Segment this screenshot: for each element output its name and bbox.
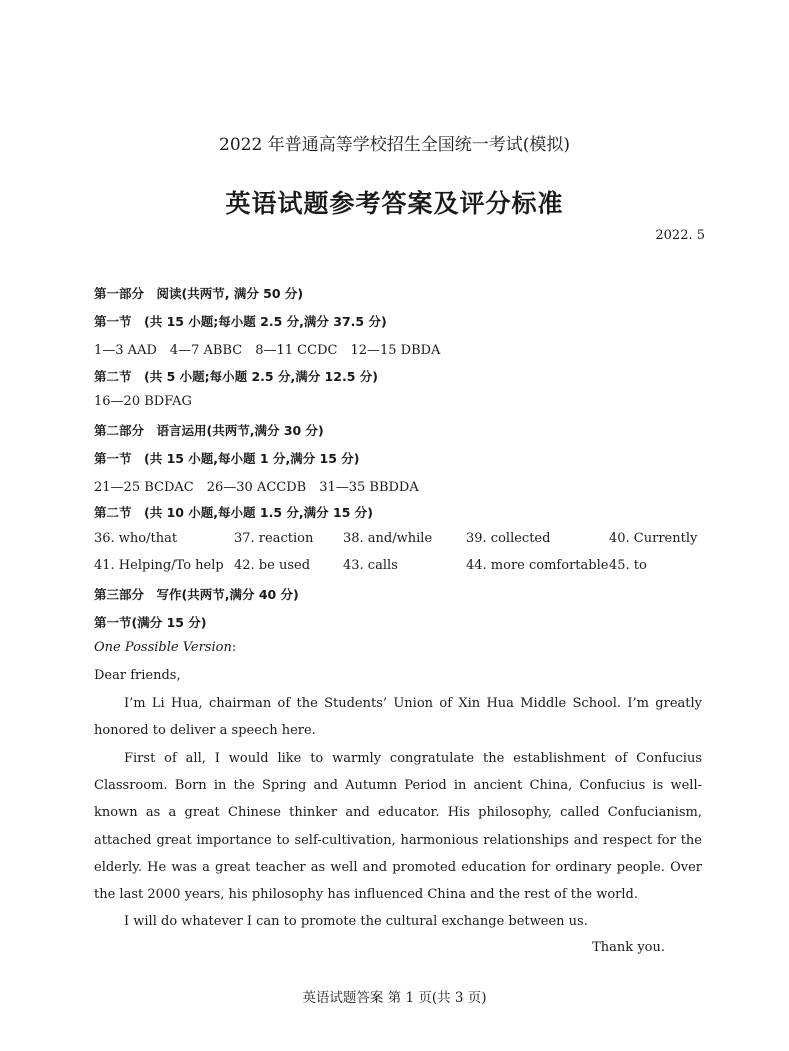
part1-section1-heading: 第一节 (共 15 小题;每小题 2.5 分,满分 37.5 分): [94, 314, 387, 329]
fill-answer: 44. more comfortable: [466, 558, 609, 573]
fill-answer: 40. Currently: [609, 531, 698, 546]
version-label: [94, 640, 236, 655]
version-label-colon: :: [231, 640, 237, 655]
part3-section1-heading: 第一节(满分 15 分): [94, 615, 207, 630]
document-date: 2022. 5: [655, 228, 705, 243]
part2-section2-heading: 第二节 (共 10 小题,每小题 1.5 分,满分 15 分): [94, 505, 373, 520]
essay-paragraph-3: [94, 908, 702, 935]
part2-section1-heading: 第一节 (共 15 小题,每小题 1 分,满分 15 分): [94, 451, 360, 466]
exam-title: 2022 年普通高等学校招生全国统一考试(模拟): [219, 135, 570, 155]
document-title: 英语试题参考答案及评分标准: [225, 189, 564, 218]
part2-heading: 第二部分 语言运用(共两节,满分 30 分): [94, 423, 324, 438]
part1-section1-answers: 1—3 AAD 4—7 ABBC 8—11 CCDC 12—15 DBDA: [94, 343, 441, 358]
part3-heading: 第三部分 写作(共两节,满分 40 分): [94, 587, 299, 602]
fill-answer: 45. to: [609, 558, 647, 573]
essay-closing: Thank you.: [592, 940, 665, 955]
essay-paragraph-3-text: I will do whatever I can to promote the cultural exchange between us.: [124, 914, 588, 929]
essay-paragraph-2-text: First of all, I would like to warmly congratulate the establishment of Confucius Classroom. Born in the Spring and Autumn Period in ancient China, Confucius is well-known as a great Chinese thinker and educator. His philosophy, called Confucianism, attached great importance to self-cultivation, harmonious relationships and respect for the elderly. He was a great teacher as well and promoted education for ordinary people. Over the last 2000 years, his philosophy has influenced China and the rest of the world.: [94, 751, 702, 903]
part1-section2-heading: 第二节 (共 5 小题;每小题 2.5 分,满分 12.5 分): [94, 369, 378, 384]
fill-answer: 42. be used: [234, 558, 311, 573]
essay-paragraph-1-text: I’m Li Hua, chairman of the Students’ Union of Xin Hua Middle School. I’m greatly honored to deliver a speech here.: [94, 696, 702, 739]
fill-answer: 43. calls: [343, 558, 398, 573]
essay-greeting: Dear friends,: [94, 668, 181, 683]
essay-paragraph-1: [94, 690, 702, 744]
page-footer: 英语试题答案 第 1 页(共 3 页): [302, 990, 487, 1006]
essay-paragraph-2: [94, 745, 702, 908]
version-label-text: One Possible Version: [94, 640, 232, 655]
fill-answer: 37. reaction: [234, 531, 314, 546]
part1-section2-answers: 16—20 BDFAG: [94, 394, 192, 409]
fill-answer: 41. Helping∕To help: [94, 558, 224, 573]
fill-answer: 36. who∕that: [94, 531, 178, 546]
part1-heading: 第一部分 阅读(共两节, 满分 50 分): [94, 286, 304, 301]
fill-answer: 39. collected: [466, 531, 551, 546]
part2-section1-answers: 21—25 BCDAC 26—30 ACCDB 31—35 BBDDA: [94, 480, 419, 495]
fill-answer: 38. and∕while: [343, 531, 433, 546]
